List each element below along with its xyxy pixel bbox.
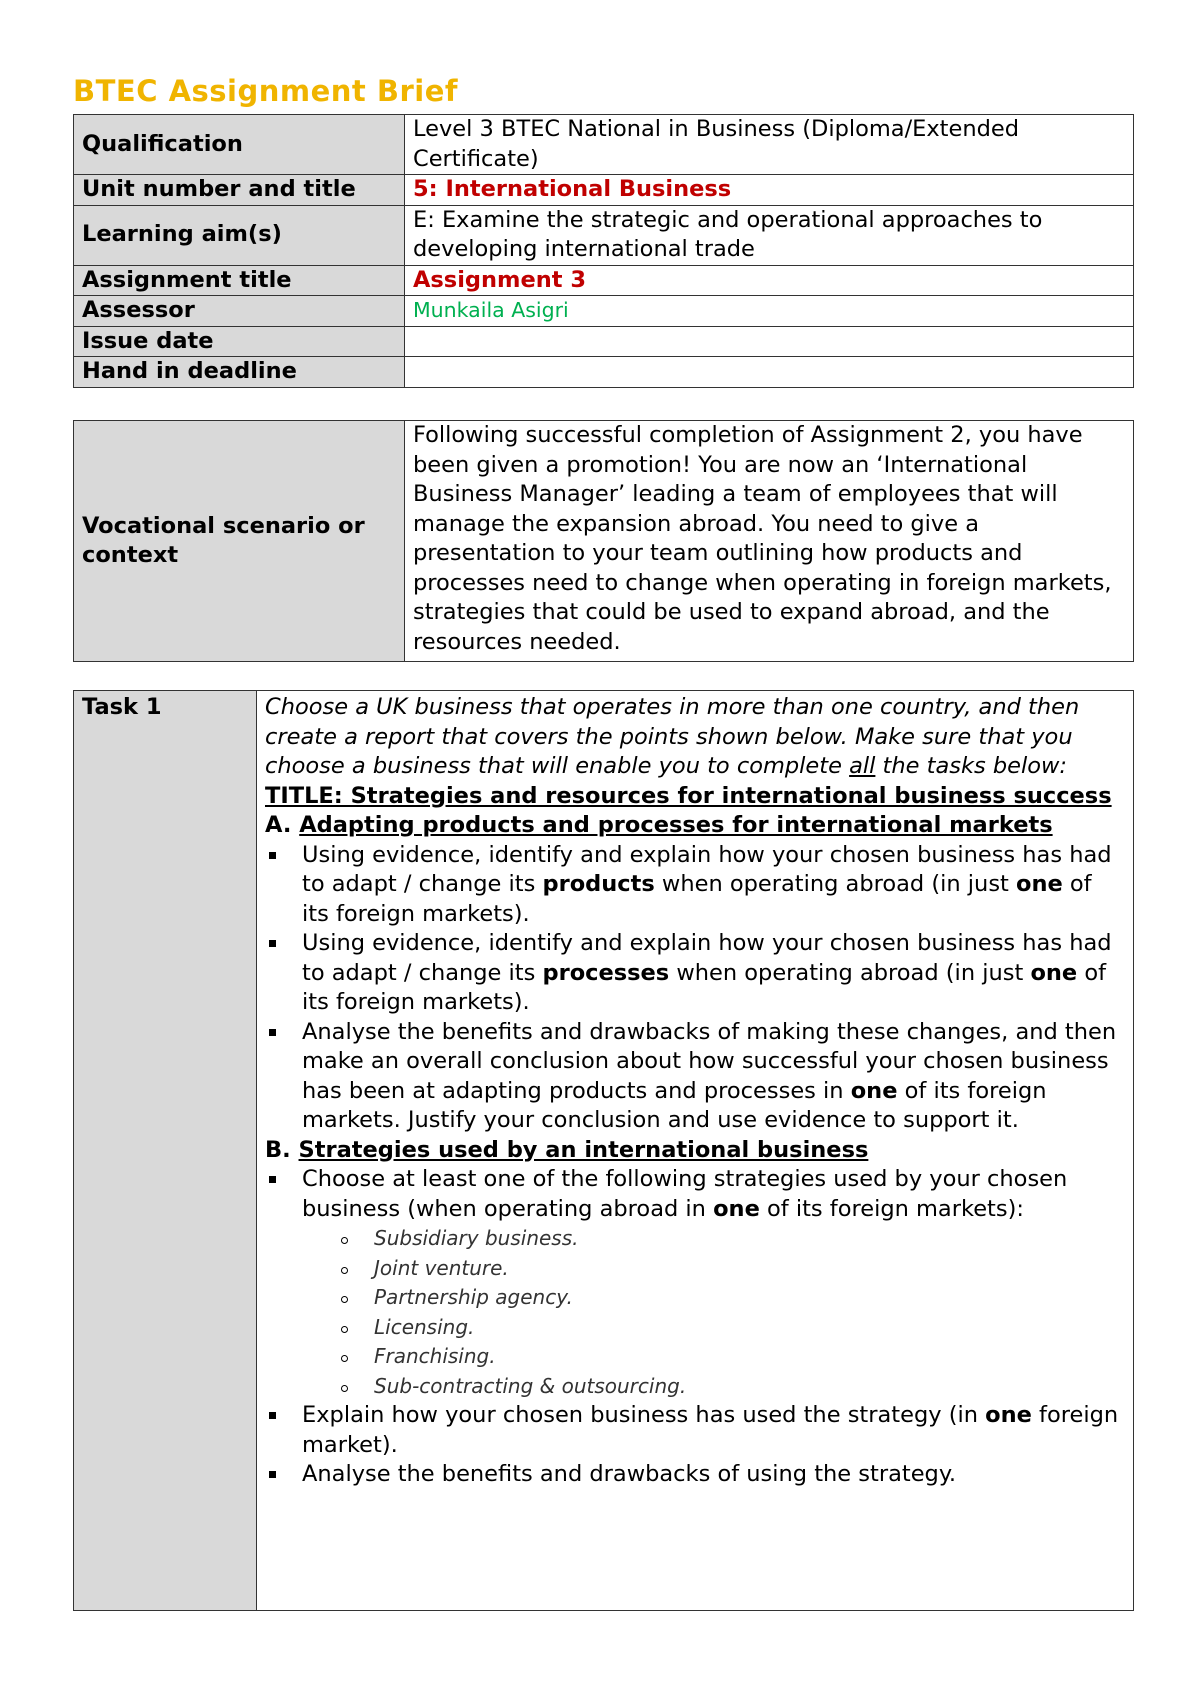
issue-date-label: Issue date xyxy=(74,326,405,357)
strategy-item: Franchising. xyxy=(265,1342,1125,1372)
assessor-label: Assessor xyxy=(74,296,405,327)
strategy-item: Subsidiary business. xyxy=(265,1224,1125,1254)
list-item: Analyse the benefits and drawbacks of using the strategy. xyxy=(265,1460,1125,1490)
strategy-item: Partnership agency. xyxy=(265,1283,1125,1313)
document-title: BTEC Assignment Brief xyxy=(73,74,459,108)
deadline-label: Hand in deadline xyxy=(74,357,405,388)
assignment-title-value: Assignment 3 xyxy=(405,265,1134,296)
scenario-label: Vocational scenario or context xyxy=(74,421,405,662)
unit-label: Unit number and title xyxy=(74,175,405,206)
list-item: Choose at least one of the following strategies used by your chosen business (when operating abroad in one of its foreign markets): xyxy=(265,1165,1125,1224)
task-label: Task 1 xyxy=(74,691,257,1611)
task-body xyxy=(257,691,1134,1611)
list-item: Using evidence, identify and explain how your chosen business has had to adapt / change its processes when operating abroad (in just one of its foreign markets). xyxy=(265,929,1125,1018)
strategy-item: Joint venture. xyxy=(265,1254,1125,1284)
task-table xyxy=(73,690,1134,1611)
strategy-list xyxy=(265,1224,1125,1401)
section-a-list xyxy=(265,841,1125,1136)
scenario-text: Following successful completion of Assignment 2, you have been given a promotion! You are now an ‘International Business Manager’ leading a team of employees that will manage the expansion abroad. You need to give a presentation to your team outlining how products and processes need to change when operating in foreign markets, strategies that could be used to expand abroad, and the resources needed. xyxy=(405,421,1134,662)
section-b-list-continued xyxy=(265,1401,1125,1490)
learning-aim-value: E: Examine the strategic and operational approaches to developing international trade xyxy=(405,205,1134,265)
strategy-item: Sub-contracting & outsourcing. xyxy=(265,1372,1125,1402)
issue-date-value xyxy=(405,326,1134,357)
assignment-title-label: Assignment title xyxy=(74,265,405,296)
deadline-value xyxy=(405,357,1134,388)
qualification-label: Qualification xyxy=(74,115,405,175)
list-item: Explain how your chosen business has used the strategy (in one foreign market). xyxy=(265,1401,1125,1460)
unit-value: 5: International Business xyxy=(405,175,1134,206)
section-b-list xyxy=(265,1165,1125,1224)
list-item: Analyse the benefits and drawbacks of making these changes, and then make an overall conclusion about how successful your chosen business has been at adapting products and processes in one of its foreign markets. Justify your conclusion and use evidence to support it. xyxy=(265,1018,1125,1136)
section-b-heading: B. Strategies used by an international business xyxy=(265,1136,869,1163)
list-item: Using evidence, identify and explain how your chosen business has had to adapt / change its products when operating abroad (in just one of its foreign markets). xyxy=(265,841,1125,930)
qualification-value: Level 3 BTEC National in Business (Diploma/Extended Certificate) xyxy=(405,115,1134,175)
assessor-value: Munkaila Asigri xyxy=(405,296,1134,327)
task-intro: Choose a UK business that operates in more than one country, and then create a report that covers the points shown below. Make sure that you choose a business that will enable you to complete all the tasks below: xyxy=(265,694,1080,779)
report-title: TITLE: Strategies and resources for international business success xyxy=(265,782,1112,809)
scenario-table xyxy=(73,420,1134,662)
strategy-item: Licensing. xyxy=(265,1313,1125,1343)
assignment-details-table xyxy=(73,114,1134,388)
section-a-heading: A. Adapting products and processes for international markets xyxy=(265,812,1053,838)
learning-aim-label: Learning aim(s) xyxy=(74,205,405,265)
